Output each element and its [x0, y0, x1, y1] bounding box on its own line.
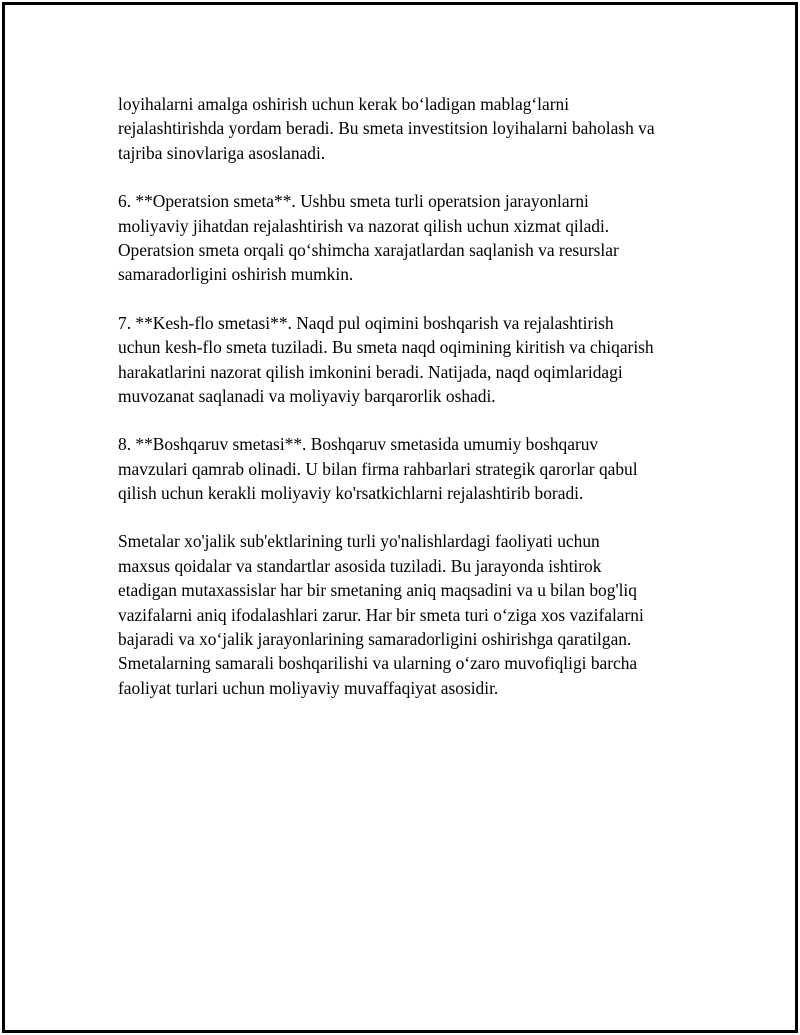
text-line: 8. **Boshqaruv smetasi**. Boshqaruv smetasida umumiy boshqaruv — [118, 434, 599, 455]
paragraph-conclusion — [118, 529, 698, 700]
paragraph-management-budget — [118, 432, 698, 505]
text-line: muvozanat saqlanadi va moliyaviy barqarorlik oshadi. — [118, 385, 496, 406]
text-line: faoliyat turlari uchun moliyaviy muvaffaqiyat asosidir. — [118, 677, 499, 698]
text-line: maxsus qoidalar va standartlar asosida tuziladi. Bu jarayonda ishtirok — [118, 555, 602, 576]
text-line: uchun kesh-flo smeta tuziladi. Bu smeta naqd oqimining kiritish va chiqarish — [118, 337, 654, 358]
text-line: samaradorligini oshirish mumkin. — [118, 264, 354, 285]
text-line: rejalashtirishda yordam beradi. Bu smeta investitsion loyihalarni baholash va — [118, 118, 655, 139]
text-line: mavzulari qamrab olinadi. U bilan firma rahbarlari strategik qarorlar qabul — [118, 458, 638, 479]
text-line: bajaradi va xo‘jalik jarayonlarining samaradorligini oshirishga qaratilgan. — [118, 629, 632, 650]
text-line: tajriba sinovlariga asoslanadi. — [118, 142, 326, 163]
text-line: Operatsion smeta orqali qo‘shimcha xarajatlardan saqlanish va resurslar — [118, 239, 619, 260]
paragraph-cash-flow-budget — [118, 311, 698, 409]
text-line: qilish uchun kerakli moliyaviy ko'rsatkichlarni rejalashtirib boradi. — [118, 483, 584, 504]
text-line: vazifalarni aniq ifodalashlari zarur. Har bir smeta turi o‘ziga xos vazifalarni — [118, 604, 644, 625]
paragraph-investment-budget — [118, 92, 698, 165]
text-line: moliyaviy jihatdan rejalashtirish va nazorat qilish uchun xizmat qiladi. — [118, 215, 610, 236]
document-body — [118, 92, 698, 724]
text-line: Smetalarning samarali boshqarilishi va ularning o‘zaro muvofiqligi barcha — [118, 653, 638, 674]
text-line: 7. **Kesh-flo smetasi**. Naqd pul oqimini boshqarish va rejalashtirish — [118, 312, 614, 333]
text-line: Smetalar xo'jalik sub'ektlarining turli yo'nalishlardagi faoliyati uchun — [118, 531, 600, 552]
text-line: loyihalarni amalga oshirish uchun kerak bo‘ladigan mablag‘larni — [118, 94, 570, 114]
paragraph-operational-budget — [118, 189, 698, 287]
text-line: etadigan mutaxassislar har bir smetaning aniq maqsadini va u bilan bog'liq — [118, 580, 637, 601]
text-line: harakatlarini nazorat qilish imkonini beradi. Natijada, naqd oqimlaridagi — [118, 361, 623, 382]
text-line: 6. **Operatsion smeta**. Ushbu smeta turli operatsion jarayonlarni — [118, 191, 589, 212]
